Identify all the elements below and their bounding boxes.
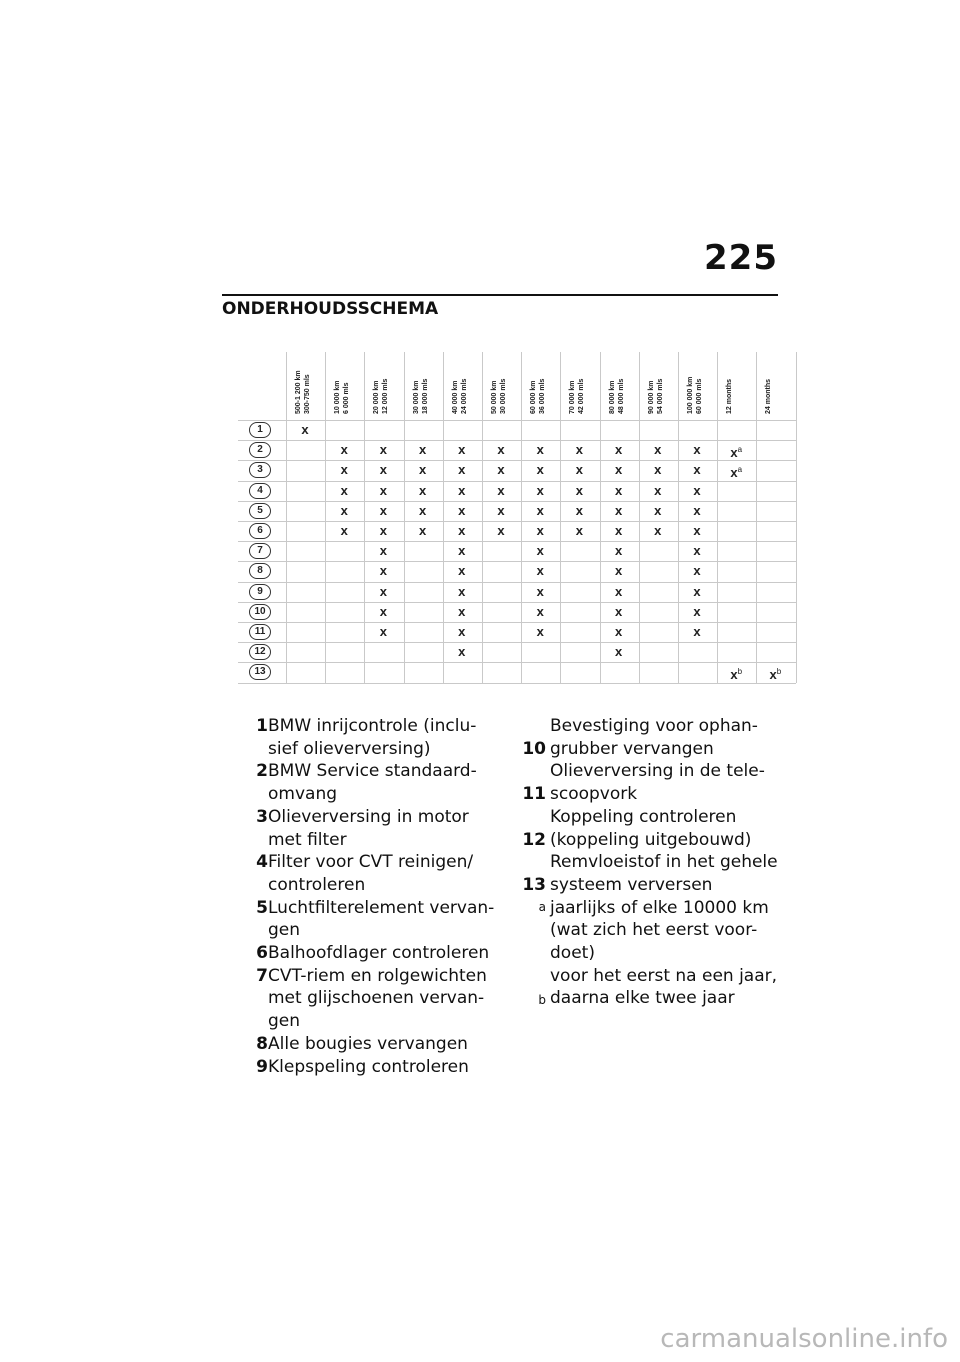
- watermark: carmanualsonline.info: [660, 1324, 948, 1354]
- legend-item: [256, 715, 504, 760]
- grid-line-col: [482, 352, 483, 683]
- grid-line-row: [238, 420, 796, 421]
- schedule-mark: x: [693, 442, 701, 458]
- legend-item: [522, 715, 790, 760]
- legend-number: 8: [256, 1033, 268, 1054]
- schedule-mark: x: [458, 462, 466, 478]
- legend-text: CVT-riem en rolgewichten met glijschoenen vervan- gen: [268, 965, 487, 1032]
- column-header-label: 100 000 km 60 000 mls: [687, 376, 703, 414]
- schedule-mark: x: [614, 644, 623, 660]
- legend-number: 1: [256, 716, 268, 736]
- column-header-label: 10 000 km 6 000 mls: [334, 380, 351, 414]
- grid-line-row: [238, 481, 796, 482]
- schedule-mark: x: [575, 462, 583, 478]
- schedule-mark: x: [458, 644, 466, 660]
- grid-line-col: [364, 352, 365, 683]
- schedule-mark: x: [536, 442, 544, 458]
- schedule-mark: x: [536, 624, 544, 639]
- legend-item: [256, 806, 504, 851]
- legend-number: a: [538, 899, 546, 914]
- legend-text: Remvloeistof in het gehele systeem verversen: [550, 852, 778, 895]
- legend-item: [256, 851, 504, 896]
- column-header: [294, 358, 314, 414]
- column-header: [608, 358, 628, 414]
- legend-number: 5: [256, 897, 268, 918]
- schedule-mark: $x^a$: [730, 445, 743, 461]
- schedule-mark: x: [614, 442, 623, 458]
- schedule-mark: x: [654, 482, 662, 498]
- schedule-mark: x: [458, 502, 466, 518]
- legend-item: [522, 851, 790, 896]
- schedule-mark: x: [340, 502, 348, 518]
- column-header: [490, 358, 510, 414]
- schedule-mark: x: [340, 523, 348, 538]
- grid-line-row: [238, 582, 796, 583]
- column-header: [686, 358, 706, 414]
- grid-line-row: [238, 541, 796, 542]
- grid-line-col: [286, 352, 287, 683]
- schedule-mark: x: [379, 583, 387, 599]
- schedule-mark: x: [497, 523, 505, 538]
- page-number: 225: [704, 238, 778, 278]
- legend-item: [538, 965, 790, 1010]
- schedule-mark: x: [575, 482, 583, 498]
- schedule-mark: x: [379, 482, 387, 498]
- schedule-mark: x: [693, 583, 701, 599]
- schedule-mark: x: [536, 523, 544, 538]
- grid-line-row: [238, 521, 796, 522]
- grid-line-col: [404, 352, 405, 683]
- schedule-mark: x: [536, 462, 544, 478]
- legend-text: Olieverversing in de tele- scoopvork: [550, 761, 765, 805]
- column-header: [529, 358, 549, 414]
- schedule-mark: x: [693, 603, 701, 619]
- schedule-mark: x: [458, 563, 466, 579]
- row-number-badge: 4: [249, 483, 271, 499]
- grid-line-row: [238, 561, 796, 562]
- legend-item: [256, 1033, 504, 1056]
- schedule-mark: x: [379, 563, 387, 579]
- section-title: ONDERHOUDSSCHEMA: [222, 299, 439, 319]
- schedule-mark: x: [614, 603, 623, 619]
- schedule-mark: x: [340, 442, 348, 458]
- schedule-mark: x: [379, 523, 387, 538]
- row-number-badge: 9: [249, 584, 271, 600]
- schedule-mark: x: [418, 442, 427, 458]
- schedule-mark: x: [575, 523, 583, 538]
- column-header: [451, 358, 471, 414]
- schedule-mark: $x^b$: [769, 667, 782, 683]
- legend-item: [256, 1056, 504, 1079]
- column-header: [725, 358, 745, 414]
- schedule-mark: x: [418, 523, 427, 538]
- schedule-mark: x: [654, 462, 662, 478]
- row-number-badge: 1: [249, 422, 271, 438]
- legend-item: [256, 897, 504, 942]
- schedule-mark: x: [614, 563, 623, 579]
- column-header-label: 60 000 km 36 000 mls: [530, 378, 547, 414]
- schedule-mark: x: [497, 442, 505, 458]
- schedule-mark: x: [536, 583, 544, 599]
- grid-line-row: [238, 642, 796, 643]
- grid-line-col: [756, 352, 757, 683]
- grid-line-row: [238, 440, 796, 441]
- schedule-mark: x: [497, 462, 505, 478]
- schedule-mark: x: [693, 624, 701, 639]
- legend-text: BMW inrijcontrole (inclu- sief olieverversing): [268, 716, 477, 759]
- row-number-badge: 8: [249, 563, 271, 579]
- column-header: [764, 358, 784, 414]
- schedule-mark: x: [614, 502, 623, 518]
- column-header-label: 30 000 km 18 000 mls: [412, 378, 429, 414]
- legend-right-column: [522, 715, 790, 1010]
- column-header-label: 12 months: [726, 378, 734, 414]
- schedule-mark: x: [693, 462, 701, 478]
- row-number-badge: 13: [249, 664, 271, 680]
- grid-line-row: [238, 662, 796, 663]
- legend-text: jaarlijks of elke 10000 km (wat zich het eerst voor- doet): [550, 897, 769, 964]
- legend-number: 6: [256, 943, 268, 964]
- schedule-mark: x: [614, 523, 623, 538]
- legend-item: [256, 965, 504, 1033]
- schedule-mark: x: [458, 523, 466, 538]
- column-header: [372, 358, 392, 414]
- column-header-label: 90 000 km 54 000 mls: [647, 378, 664, 414]
- grid-line-row: [238, 683, 796, 684]
- schedule-mark: x: [458, 482, 466, 498]
- schedule-mark: x: [654, 442, 662, 458]
- schedule-mark: x: [693, 523, 701, 538]
- column-header-label: 80 000 km 48 000 mls: [608, 378, 625, 414]
- schedule-mark: $x^b$: [730, 667, 743, 683]
- schedule-mark: x: [536, 502, 544, 518]
- footnote-marker: b: [776, 667, 782, 677]
- legend-number: 7: [256, 965, 268, 986]
- grid-line-row: [238, 602, 796, 603]
- schedule-mark: x: [536, 543, 544, 559]
- row-number-badge: 5: [249, 503, 271, 519]
- row-number-badge: 7: [249, 543, 271, 559]
- legend-text: Alle bougies vervangen: [268, 1033, 468, 1054]
- grid-line-row: [238, 501, 796, 502]
- legend-item: [538, 897, 790, 965]
- grid-line-col: [796, 352, 797, 683]
- legend-text: Bevestiging voor ophan- grubber vervangen: [550, 716, 758, 759]
- schedule-mark: x: [614, 583, 623, 599]
- grid-line-row: [238, 460, 796, 461]
- row-number-badge: 12: [249, 644, 271, 660]
- legend-item: [522, 760, 790, 805]
- grid-line-col: [521, 352, 522, 683]
- schedule-mark: x: [340, 482, 348, 498]
- schedule-mark: $x^a$: [730, 465, 743, 481]
- column-header: [333, 358, 353, 414]
- grid-line-col: [639, 352, 640, 683]
- row-number-badge: 10: [249, 604, 271, 620]
- legend-number: 10: [522, 738, 546, 759]
- schedule-mark: x: [575, 442, 583, 458]
- legend-number: 3: [256, 806, 268, 827]
- legend-number: 11: [522, 784, 546, 805]
- legend-item: [256, 942, 504, 965]
- legend-text: Koppeling controleren (koppeling uitgebouwd): [550, 806, 752, 850]
- schedule-mark: x: [693, 482, 701, 498]
- column-header-label: 20 000 km 12 000 mls: [373, 378, 390, 414]
- schedule-mark: x: [536, 603, 544, 619]
- schedule-mark: x: [458, 603, 466, 619]
- column-header-label: 40 000 km 24 000 mls: [451, 378, 468, 414]
- footnote-marker: a: [737, 445, 743, 455]
- schedule-mark: x: [379, 462, 387, 478]
- legend-number: 2: [256, 761, 268, 782]
- column-header: [568, 358, 588, 414]
- schedule-mark: x: [458, 442, 466, 458]
- schedule-mark: x: [379, 603, 387, 619]
- schedule-mark: x: [418, 502, 427, 518]
- legend-number: 13: [522, 874, 546, 895]
- schedule-mark: x: [654, 502, 662, 518]
- schedule-mark: x: [614, 482, 623, 498]
- schedule-mark: x: [340, 462, 348, 478]
- legend-text: Luchtfilterelement vervan- gen: [268, 897, 495, 941]
- grid-line-col: [717, 352, 718, 683]
- schedule-mark: x: [536, 482, 544, 498]
- column-header: [647, 358, 667, 414]
- column-header: [412, 358, 432, 414]
- header-rule: [222, 294, 778, 296]
- legend-number: 9: [256, 1056, 268, 1077]
- grid-line-col: [600, 352, 601, 683]
- schedule-mark: x: [301, 422, 309, 437]
- footnote-marker: b: [737, 667, 743, 677]
- legend-text: Klepspeling controleren: [268, 1056, 469, 1077]
- grid-line-row: [238, 622, 796, 623]
- schedule-mark: x: [497, 502, 505, 518]
- schedule-mark: x: [614, 624, 623, 639]
- column-header-label: 500-1 200 km 300-750 mls: [295, 370, 311, 414]
- row-number-badge: 2: [249, 442, 271, 458]
- footnote-marker: a: [737, 465, 743, 475]
- schedule-mark: x: [458, 624, 466, 639]
- column-header-label: 24 months: [765, 378, 773, 414]
- legend-text: Olieverversing in motor met filter: [268, 806, 469, 850]
- schedule-mark: x: [614, 543, 623, 559]
- schedule-mark: x: [497, 482, 505, 498]
- grid-line-col: [325, 352, 326, 683]
- schedule-mark: x: [458, 543, 466, 559]
- legend-text: voor het eerst na een jaar, daarna elke twee jaar: [550, 965, 778, 1009]
- schedule-mark: x: [418, 462, 427, 478]
- schedule-mark: x: [379, 624, 387, 639]
- legend-text: Filter voor CVT reinigen/ controleren: [268, 852, 474, 895]
- column-header-label: 70 000 km 42 000 mls: [569, 378, 586, 414]
- schedule-mark: x: [379, 442, 387, 458]
- legend-text: BMW Service standaard- omvang: [268, 761, 477, 805]
- legend-number: 12: [522, 829, 546, 850]
- row-number-badge: 6: [249, 523, 271, 539]
- schedule-mark: x: [458, 583, 466, 599]
- schedule-mark: x: [379, 502, 387, 518]
- legend-item: [522, 806, 790, 851]
- schedule-mark: x: [379, 543, 387, 559]
- legend-item: [256, 760, 504, 805]
- grid-line-col: [560, 352, 561, 683]
- schedule-mark: x: [693, 543, 701, 559]
- schedule-mark: x: [536, 563, 544, 579]
- schedule-mark: x: [418, 482, 427, 498]
- grid-line-col: [678, 352, 679, 683]
- legend-text: Balhoofdlager controleren: [268, 943, 490, 964]
- schedule-mark: x: [614, 462, 623, 478]
- column-header-label: 50 000 km 30 000 mls: [491, 378, 507, 414]
- row-number-badge: 11: [249, 624, 271, 640]
- grid-line-col: [443, 352, 444, 683]
- row-number-badge: 3: [249, 462, 271, 478]
- schedule-mark: x: [575, 502, 583, 518]
- legend-left-column: [256, 715, 504, 1078]
- legend-number: 4: [256, 852, 268, 873]
- schedule-mark: x: [693, 563, 701, 579]
- legend-number: b: [538, 993, 546, 1008]
- schedule-mark: x: [654, 523, 662, 538]
- schedule-mark: x: [693, 502, 701, 518]
